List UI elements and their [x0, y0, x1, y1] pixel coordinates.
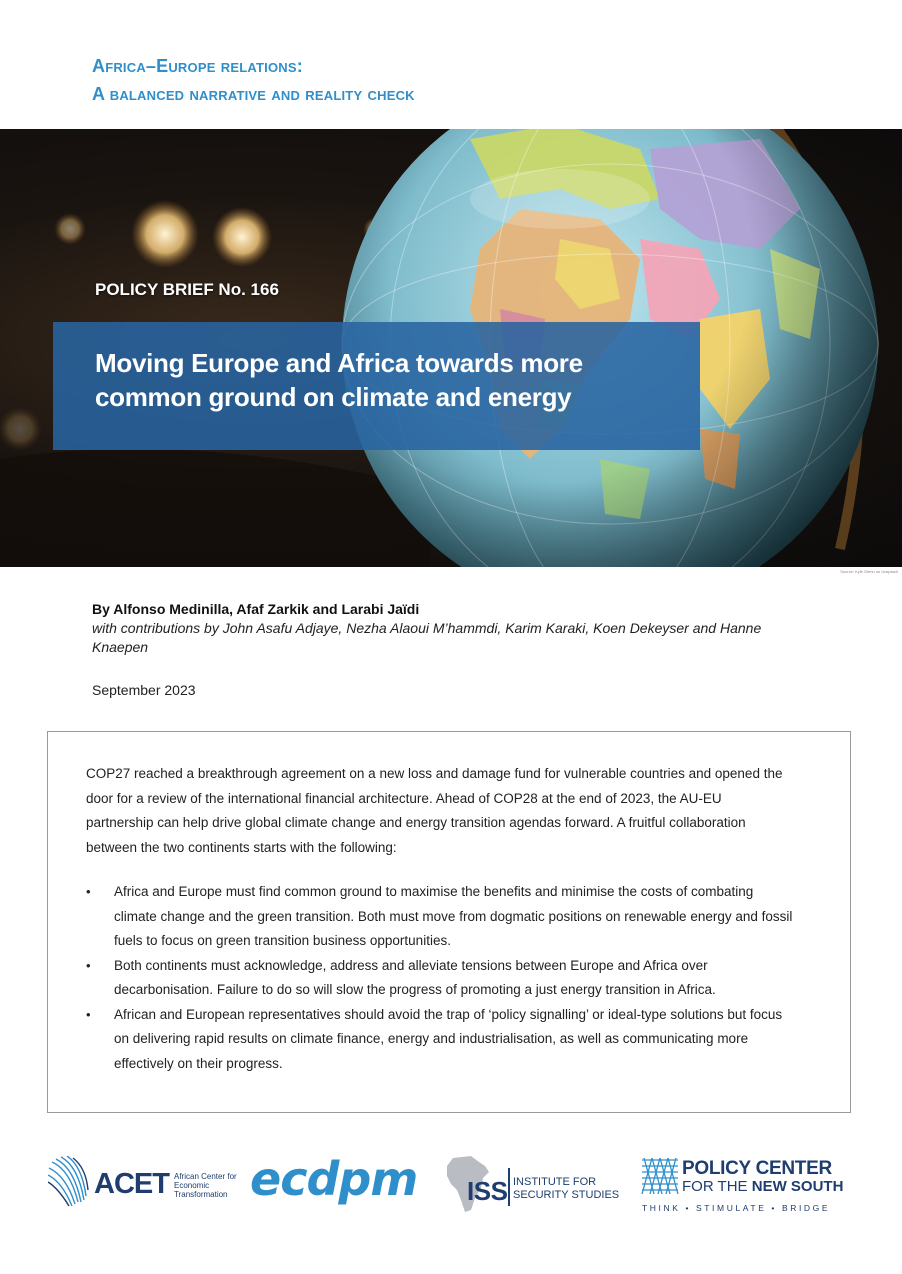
- partner-logos: [0, 1150, 902, 1220]
- pcns-tagline: THINK • STIMULATE • BRIDGE: [642, 1203, 831, 1213]
- bokeh-light: [54, 213, 86, 245]
- pcns-logo: [640, 1156, 855, 1216]
- pcns-name-bold: NEW SOUTH: [751, 1178, 844, 1195]
- bullet-icon: •: [86, 884, 91, 899]
- pcns-name-part: FOR THE: [682, 1178, 752, 1195]
- acet-logo: [48, 1156, 238, 1208]
- iss-logo: [445, 1154, 635, 1214]
- list-item: [86, 880, 796, 954]
- iss-divider: [508, 1168, 510, 1206]
- iss-full-name: [513, 1176, 619, 1202]
- bokeh-light: [212, 207, 272, 267]
- bullet-text: African and European representatives should avoid the trap of ‘policy signalling’ or ideal-type solutions but focus on delivering rapid results on climate finance, energy and industrialisation, as well as communicating more effectively on their progress.: [114, 1006, 783, 1071]
- acet-subtitle: African Center for Economic Transformation: [174, 1172, 237, 1199]
- bokeh-light: [0, 407, 42, 451]
- series-title: [92, 52, 415, 108]
- title-box: [53, 322, 700, 450]
- iss-name-line-2: SECURITY STUDIES: [513, 1189, 620, 1201]
- pcns-name-line-2: [682, 1178, 843, 1195]
- authors-block: [92, 600, 812, 657]
- bullet-text: Both continents must acknowledge, address and alleviate tensions between Europe and Africa over decarbonisation. Failure to do so will slow the progress of promoting a just energy transition in Africa.: [114, 957, 716, 997]
- policy-brief-number: POLICY BRIEF No. 166: [95, 280, 279, 299]
- photo-credit: Source: Kyle Glenn on Unsplash: [840, 569, 898, 574]
- publication-date: September 2023: [92, 682, 196, 698]
- bullet-icon: •: [86, 957, 91, 973]
- document-title: Moving Europe and Africa towards more common ground on climate and energy: [95, 348, 583, 412]
- acet-emblem-icon: [48, 1156, 92, 1208]
- pcns-name-line-1: POLICY CENTER: [682, 1158, 832, 1179]
- ecdpm-logo: ecdpm: [250, 1152, 418, 1206]
- cover-image: [0, 129, 902, 567]
- summary-bullet-list: [86, 880, 796, 1076]
- authors-line: By Alfonso Medinilla, Afaf Zarkik and Larabi Jaïdi: [92, 601, 420, 617]
- summary-box: [47, 731, 851, 1113]
- pcns-globe-grid-icon: [640, 1156, 680, 1198]
- list-item: [86, 1003, 796, 1077]
- iss-abbreviation: ISS: [467, 1176, 508, 1206]
- series-title-line-1: Africa–Europe relations:: [92, 56, 303, 76]
- summary-intro: COP27 reached a breakthrough agreement on a new loss and damage fund for vulnerable countries and opened the door for a review of the international financial architecture. Ahead of COP28 at the end of 2023, the AU-EU partnership can help drive global climate change and energy transition agendas forward. A fruitful collaboration between the two continents starts with the following:: [86, 766, 783, 855]
- bokeh-light: [131, 200, 199, 268]
- bullet-text: Africa and Europe must find common ground to maximise the benefits and minimise the costs of combating climate change and the green transition. Both must move from dogmatic positions on renewable energy and fossil fuels to focus on green transition business opportunities.: [114, 884, 793, 948]
- iss-name-line-1: INSTITUTE FOR: [513, 1176, 597, 1188]
- list-item: [86, 954, 796, 1003]
- acet-name: ACET: [94, 1168, 169, 1200]
- bullet-icon: •: [86, 1006, 91, 1022]
- contributors-line: with contributions by John Asafu Adjaye, Nezha Alaoui M’hammdi, Karim Karaki, Koen Dekeyser and Hanne Knaepen: [92, 620, 762, 655]
- series-title-line-2: A balanced narrative and reality check: [92, 84, 415, 104]
